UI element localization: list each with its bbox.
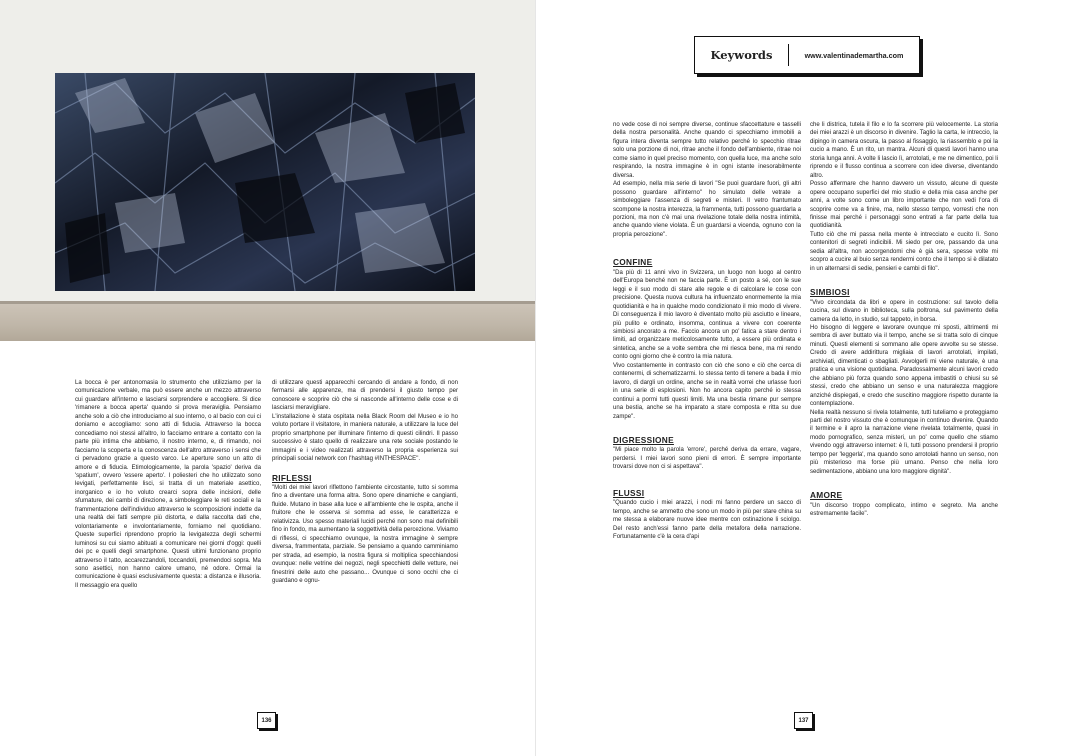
paragraph: Vivo costantemente in contrasto con ciò che sono e ciò che cerca di contenermi, di schematizzarmi. Io stessa tento di tenere a bada il mio lavoro, di dargli un ordine, anche se in realtà vorrei che urlasse fuori in una serie di esplosioni. Non ho ancora capito perché io stessa continui a pormi tutti questi limiti. Ma una bestia rimane pur sempre una bestia, anche se ha imparato a stare composta e ritta su due zampe".	[613, 362, 801, 420]
paragraph: Ad esempio, nella mia serie di lavori "Se puoi guardare fuori, gli altri possono guardare all'interno" ho simulato delle vetrate a simboleggiare l'assenza di segreti e misteri. Il vetro frantumato scompone la nostra interezza, la frammenta, tutti possono guardarla a porzioni, ma non c'è mai una rivelazione totale della nostra intimità, anche quando viene violata. È un guardarsi a vicenda, ognuno con la propria percezione".	[613, 181, 801, 238]
paragraph: "Un discorso troppo complicato, intimo e segreto. Ma anche estremamente facile".	[810, 502, 998, 518]
website-link[interactable]: www.valentinademartha.com	[804, 50, 904, 60]
section-heading-riflessi: RIFLESSI	[272, 472, 312, 483]
section-heading-simbiosi: SIMBIOSI	[810, 287, 850, 298]
paragraph: "Mi piace molto la parola 'errore', perché deriva da errare, vagare, perdersi. I miei lavori sono pieni di errori. È sempre importante trovarsi dove non ci si aspettava".	[613, 447, 801, 471]
right-page	[535, 0, 1070, 756]
text-column-1	[75, 379, 261, 590]
paragraph: no vede cose di noi sempre diverse, continue sfaccettature e tasselli della nostra personalità. Anche quando ci specchiamo immobili a figura intera diventa sempre tutto relativo perché lo specchio ritrae solo una porzione di noi, ritrae anche il fondo dell'ambiente, ritrae noi come siamo in quel preciso momento, con quella luce, ma anche solo respirando, la nostra immagine è in ogni istante inesorabilmente diversa.	[613, 122, 801, 179]
keywords-header-box	[694, 36, 920, 74]
paragraph: Posso affermare che hanno davvero un vissuto, alcune di queste opere occupano superfici del mio studio e della mia casa anche per anni, a volte sono come un libro importante che non vedi l'ora di scoprire come va a finire, ma, nello stesso tempo, vorresti che non finisse mai perché i personaggi sono entrati a far parte della tua quotidianità.	[810, 181, 998, 230]
keywords-title: Keywords	[695, 44, 789, 66]
page-number-right: 137	[794, 712, 813, 729]
paragraph: La bocca è per antonomasia lo strumento che utilizziamo per la comunicazione verbale, ma può essere anche un mezzo attraverso cui guardare all'interno e lasciarsi sorprendere e accogliere. Si dice 'rimanere a bocca aperta' quando si prova meraviglia. Pensiamo anche solo a ciò che introduciamo al suo interno, o al bacio con cui ci doniamo e accogliamo: sono atti di fiducia. Attraverso la bocca concediamo noi stessi all'altro, lo facciamo entrare a contatto con la parte più intima che abbiamo, il nostro interno, e, di rimando, noi facciamo la scoperta e la conoscenza dell'altro attraverso i sensi che ci pervadono grazie a questo varco. Le aperture sono un atto di amore e di fiducia. Etimologicamente, la parola 'spazio' deriva da 'spatium', ovvero 'essere aperto'. I poliesteri che ho utilizzato sono levigati, perfettamente lisci, si tratta di un materiale asettico, inorganico e io ho voluto crearci sopra delle incisioni, delle sfumature, dei cambi di direzione, a simboleggiare le reti sociali e la frammentazione dell'individuo attraverso le scomposizioni indette da una realtà dei fatti sempre più distorta, e dalla raccolta dati che, volontariamente e involontariamente, forniamo nel quotidiano. Queste superfici riprendono proprio la levigatezza degli schermi luminosi su cui siamo abituati a comunicare nei giorni d'oggi: quelli dei pc e quelli degli smartphone. Questi ultimi funzionano proprio attraverso il tatto, accarezzandoli, toccandoli, premendoci sopra. Ma sono asettici, non hanno calore umano, né odore. Ormai la comunicazione è quasi esclusivamente questa: a distanza e illusoria. Il messaggio era quello	[75, 380, 261, 589]
paragraph: di utilizzare questi apparecchi cercando di andare a fondo, di non fermarsi alle apparenze, ma di prendersi il giusto tempo per conoscere e scoprire ciò che si nasconde all'interno delle cose e di lasciarsi meravigliare.	[272, 380, 458, 412]
section-heading-digressione: DIGRESSIONE	[613, 434, 674, 445]
gallery-floor	[0, 303, 535, 341]
wall-baseboard	[0, 301, 535, 304]
text-column-2	[272, 379, 458, 585]
page-number-left: 136	[257, 712, 276, 729]
section-heading-flussi: FLUSSI	[613, 487, 645, 498]
paragraph: L'installazione è stata ospitata nella Black Room del Museo e io ho voluto portare il visitatore, in maniera naturale, a utilizzare la luce del proprio smartphone per illuminare l'interno di questi cilindri. Il passo successivo è stato quello di realizzare una rete sociale postando le immagini e i video realizzati attraverso la propria esperienza sui principali social network con l'hashtag #INTHESPACE".	[272, 413, 458, 463]
paragraph: che li districa, tutela il filo e lo fa scorrere più velocemente. La storia dei miei arazzi è un discorso in divenire. Taglio la carta, le intreccio, la dipingo in camera oscura, la passo al fissaggio, la riassemblo e poi la cucio a mano. È un rito, un mantra. Alcuni di questi lavori hanno una storia lunga anni. A volte li lascio lì, arrotolati, e me ne dimentico, poi li riprendo e il flusso continua a scorrere con idee diverse, diventando altro.	[810, 122, 998, 179]
text-column-4	[810, 121, 998, 518]
paragraph: "Molti dei miei lavori riflettono l'ambiente circostante, tutto si somma fino a diventare una forma altra. Sono opere dinamiche e cangianti, fluide. Mutano in base alla luce e all'ambiente che le ospita, anche il fruitore che le osserva si somma ad esse, le caratterizza e relativizza. Uso spesso materiali lucidi perché non sono mai definibili fino in fondo, ma aumentano la soggettività della percezione. Viviamo di riflessi, ci specchiamo ovunque, la nostra immagine è sempre diversa, frammentata, parziale. Se pensiamo a quando camminiamo per strada, ad esempio, la nostra figura si moltiplica specchiandosi ovunque: nelle vetrine dei negozi, negli specchietti delle vetture, nei finestrini delle auto che passano... Ovunque ci sono occhi che ci guardano e ognu-	[272, 484, 458, 584]
paragraph: Nella realtà nessuno si rivela totalmente, tutti tuteliamo e proteggiamo parti del nostro vissuto che è comunque in continuo divenire. Quando il termine e il apro la narrazione viene rivelata totalmente, quasi in modo pornografico, senza misteri, un po' come quello che stiamo vivendo oggi attraverso internet: è lì, tutti possono prendersi il proprio tempo per 'leggerla', ma quando sono arrotolati hanno un senso, non più misterioso ma forse più umano. Penso che nella loro sedimentazione, abbiano una loro maggiore dignità".	[810, 409, 998, 475]
paragraph: Ho bisogno di leggere e lavorare ovunque mi sposti, altrimenti mi sembra di aver buttato via il tempo, anche se si tratta solo di cinque minuti. Questi elementi si sommano alle opere avvolte su se stesse. Credo di avere addirittura migliaia di lavori arrotolati, impilati, archiviati, dimenticati o sbagliati. Avvolgerli mi viene naturale, è una pratica e una visione quotidiana. Paradossalmente alcuni lavori credo che abbiano più forza quando sono appena imbastiti o chiusi su sé stessi, credo che abbiano un senso e una naturalezza maggiore anziché dispiegati, e credo che suscitino maggiore rispetto durante la contemplazione.	[810, 324, 998, 408]
paragraph: "Quando cucio i miei arazzi, i nodi mi fanno perdere un sacco di tempo, anche se ammetto che sono un modo in più per stare china su me stessa a elaborare nuove idee mentre con ostinazione li sciolgo. Del resto anch'essi fanno parte della metafora della narrazione. Fortunatamente c'è la cera d'api	[613, 500, 801, 541]
paragraph: Tutto ciò che mi passa nella mente è intrecciato e cucito lì. Sono contenitori di segreti indicibili. Mi siedo per ore, passando da una sedia all'altra, non accorgendomi che è già sera, spesse volte mi scopro a cucire al buio senza rendermi conto che il tempo si è dilatato in un alternarsi di sedie, pensieri e cambi di filo".	[810, 231, 998, 272]
paragraph: "Da più di 11 anni vivo in Svizzera, un luogo non luogo al centro dell'Europa benché non ne faccia parte. È un posto a sé, con le sue leggi e il suo modo di stare alle regole e di calcolare le cose con precisione. Questa nuova cultura ha influenzato enormemente la mia quotidianità e ha in qualche modo condizionato il mio modo di vivere. Di conseguenza il mio lavoro è diventato molto più asciutto e lineare, più pulito e ordinato, insomma, continua a vivere con coerente simbiosi ancorato a me. Faccio ancora un po' fatica a stare dentro i limiti, ad organizzare meticolosamente tutto, a essere più ordinata e sintetica, anche se a volte sembra che mi riesca bene, ma mi rendo conto ogni giorno che è contro la mia natura.	[613, 269, 801, 361]
text-column-3	[613, 121, 801, 541]
section-heading-amore: AMORE	[810, 490, 843, 501]
paragraph: "Vivo circondata da libri e opere in costruzione: sul tavolo della cucina, sul divano in biblioteca, sulla poltrona, sul pavimento della camera da letto, in studio, sul tappeto, in borsa.	[810, 299, 998, 323]
artwork-photo	[55, 73, 475, 291]
section-heading-confine: CONFINE	[613, 257, 653, 268]
